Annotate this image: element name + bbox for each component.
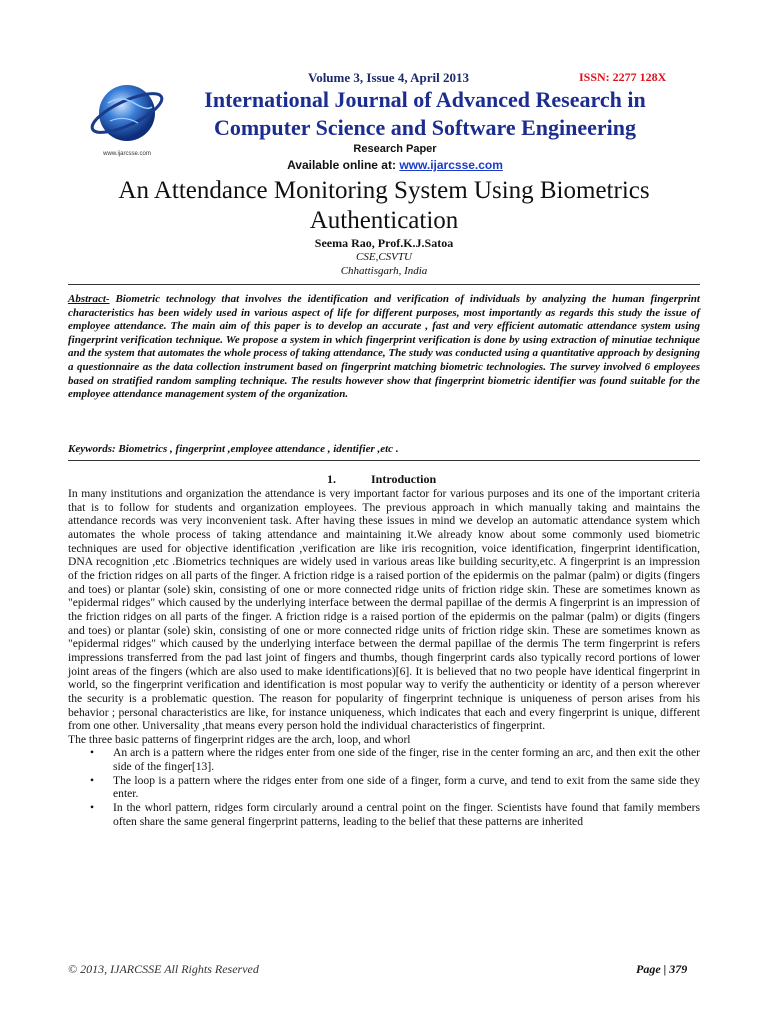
volume-info: Volume 3, Issue 4, April 2013: [308, 70, 469, 85]
paper-type: Research Paper: [353, 143, 437, 155]
logo-caption: www.ijarcsse.com: [103, 151, 151, 157]
copyright-footer: © 2013, IJARCSSE All Rights Reserved: [68, 962, 259, 976]
bullet-icon: •: [90, 746, 95, 760]
keywords: Keywords: Biometrics , fingerprint ,employee attendance , identifier ,etc .: [68, 443, 399, 455]
intro-paragraph: In many institutions and organization the attendance is very important factor for various purposes and its one of the important criteria that is to follow for students and organization employees. The previous approach in which manually taking and maintains the attendance records was very inconvenient task. After having these issues in mind we develop an automatic attendance system which automates the whole process of taking attendance and maintaining it.We already know about some commonly used biometric techniques are used for objective identification ,verification are like iris recognition, voice identification, fingerprint identification, DNA recognition ,etc .Biometrics techniques are widely used in various areas like building security,etc. A fingerprint is an impression of the friction ridges on all parts of the finger. A friction ridge is a raised portion of the epidermis on the palmar (palm) or digits (fingers and toes) or plantar (sole) skin, consisting of one or more connected ridge units of friction ridge skin. These are sometimes known as "epidermal ridges" which caused by the underlying interface between the dermal papillae of the dermis A fingerprint is an impression of the friction ridges on all parts of the finger. A friction ridge is a raised portion of the epidermis on the palmar (palm) or digits (fingers and toes) or plantar (sole) skin, consisting of one or more connected ridge units of friction ridge skin. These are sometimes known as "epidermal ridges" which caused by the underlying interface between the dermal papillae of the dermis The term fingerprint is refers impressions transferred from the pad last joint of fingers and thumbs, though fingerprint cards also typically record portions of lower joint areas of the fingers (which are also used to make identifications)[6]. It is believed that no two people have identical fingerprint in world, so the fingerprint verification and identification is most popular way to verify the authenticity or identity of a person wherever the security is a problematic question. The reason for popularity of fingerprint technique is uniqueness of person arises from his behavior ; personal characteristics are like, for instance uniqueness, which indicates that each and every fingerprint is unique, different from one other. Universality ,that means every person hold the individual characteristics of fingerprint.: [68, 487, 700, 733]
journal-title: [170, 86, 680, 142]
section-title: Introduction: [371, 472, 437, 486]
section-body: [68, 487, 700, 828]
list-item: [68, 774, 700, 801]
list-intro: The three basic patterns of fingerprint ridges are the arch, loop, and whorl: [68, 732, 411, 746]
divider-bottom: [68, 460, 700, 461]
list-item-text: In the whorl pattern, ridges form circularly around a central point on the finger. Scientists have found that family members often share the same general fingerprint patterns, leading to the belief that these patterns are inherited: [113, 801, 700, 828]
journal-title-line1: International Journal of Advanced Research in: [204, 87, 646, 112]
bullet-icon: •: [90, 801, 95, 815]
divider-top: [68, 284, 700, 285]
affiliation-location: Chhattisgarh, India: [340, 265, 428, 277]
list-item-text: The loop is a pattern where the ridges enter from one side of a finger, form a curve, and tend to exit from the same side they enter.: [113, 773, 700, 801]
abstract: [68, 293, 700, 402]
list-item-text: An arch is a pattern where the ridges enter from one side of the finger, rise in the center forming an arc, and then exit the other side of the finger[13].: [113, 746, 700, 774]
affiliation-institution: CSE,CSVTU: [356, 251, 412, 263]
available-online: [0, 158, 768, 172]
list-item: [68, 746, 700, 773]
paper-title: An Attendance Monitoring System Using Biometrics Authentication: [118, 177, 650, 234]
abstract-text: Biometric technology that involves the identification and verification of individuals by analyzing the human fingerprint characteristics has been widely used in various aspect of life for different purposes, most importantly as regards this study the issue of employee attendance. The main aim of this paper is to develop an accurate , fast and very efficient automatic attendance system using fingerprint verification technique. We propose a system in which fingerprint verification is done by using extraction of minutiae technique and the system that automates the whole process of taking attendance, The study was conducted using a quantitative approach by designing a questionnaire as the data collection instrument based on fingerprint matching biometric technologies. The survey involved 6 employees based on stratified random sampling technique. The results however show that fingerprint biometric identifier was found suitable for the employee attendance management system of the organization.: [68, 293, 700, 401]
list-item: [68, 801, 700, 828]
section-number: 1.: [327, 472, 336, 486]
pattern-list: [68, 746, 700, 828]
authors: Seema Rao, Prof.K.J.Satoa: [314, 236, 454, 250]
page-number: Page | 379: [636, 962, 688, 976]
journal-title-line2: Computer Science and Software Engineering: [213, 115, 637, 140]
journal-website-link[interactable]: www.ijarcsse.com: [399, 158, 503, 172]
issn: ISSN: 2277 128X: [579, 70, 667, 84]
available-label: Available online at:: [287, 158, 400, 172]
abstract-label: Abstract-: [68, 293, 110, 305]
bullet-icon: •: [90, 773, 95, 787]
